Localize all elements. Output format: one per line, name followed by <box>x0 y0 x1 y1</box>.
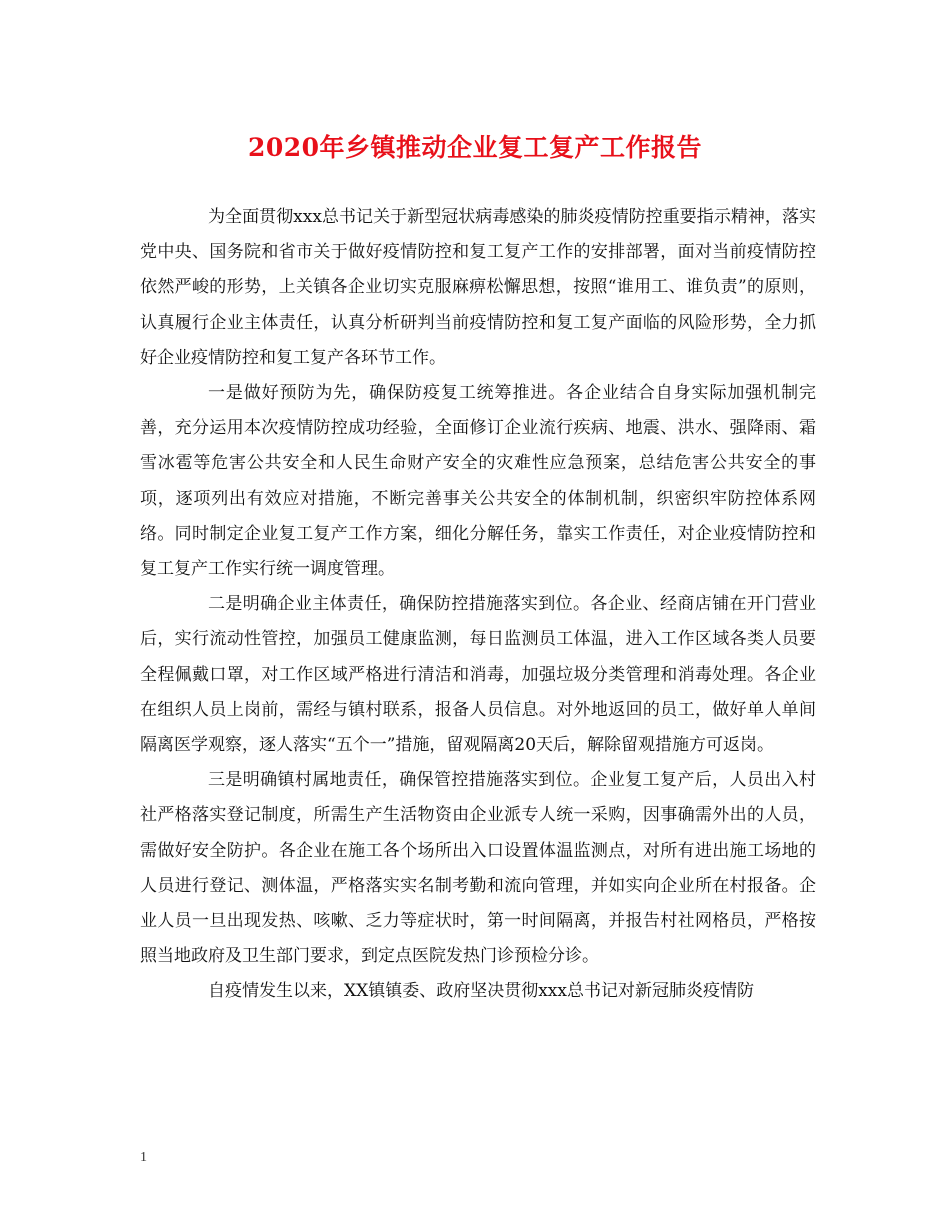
document-body <box>140 200 816 1010</box>
page-number: 1 <box>140 1150 147 1165</box>
paragraph-one: 一是做好预防为先，确保防疫复工统筹推进。各企业结合自身实际加强机制完善，充分运用本次疫情防控成功经验，全面修订企业流行疾病、地震、洪水、强降雨、霜雪冰雹等危害公共安全和人民生命财产安全的灾难性应急预案，总结危害公共安全的事项，逐项列出有效应对措施，不断完善事关公共安全的体制机制，织密织牢防控体系网络。同时制定企业复工复产工作方案，细化分解任务，靠实工作责任，对企业疫情防控和复工复产工作实行统一调度管理。 <box>140 383 816 580</box>
paragraph-two: 二是明确企业主体责任，确保防控措施落实到位。各企业、经商店铺在开门营业后，实行流动性管控，加强员工健康监测，每日监测员工体温，进入工作区域各类人员要全程佩戴口罩，对工作区域严格进行清洁和消毒，加强垃圾分类管理和消毒处理。各企业在组织人员上岗前，需经与镇村联系，报备人员信息。对外地返回的员工，做好单人单间隔离医学观察，逐人落实“五个一”措施，留观隔离20天后，解除留观措施方可返岗。 <box>140 594 816 756</box>
paragraph-three: 三是明确镇村属地责任，确保管控措施落实到位。企业复工复产后，人员出入村社严格落实登记制度，所需生产生活物资由企业派专人统一采购，因事确需外出的人员，需做好安全防护。各企业在施工各个场所出入口设置体温监测点，对所有进出施工场地的人员进行登记、测体温，严格落实实名制考勤和流向管理，并如实向企业所在村报备。企业人员一旦出现发热、咳嗽、乏力等症状时，第一时间隔离，并报告村社网格员，严格按照当地政府及卫生部门要求，到定点医院发热门诊预检分诊。 <box>140 770 816 967</box>
document-title: 2020年乡镇推动企业复工复产工作报告 <box>247 133 703 162</box>
paragraph-intro: 为全面贯彻xxx总书记关于新型冠状病毒感染的肺炎疫情防控重要指示精神，落实党中央、国务院和省市关于做好疫情防控和复工复产工作的安排部署，面对当前疫情防控依然严峻的形势，上关镇各企业切实克服麻痹松懈思想，按照“谁用工、谁负责”的原则，认真履行企业主体责任，认真分析研判当前疫情防控和复工复产面临的风险形势，全力抓好企业疫情防控和复工复产各环节工作。 <box>140 207 816 368</box>
paragraph-four: 自疫情发生以来，XX镇镇委、政府坚决贯彻xxx总书记对新冠肺炎疫情防 <box>208 981 754 1002</box>
